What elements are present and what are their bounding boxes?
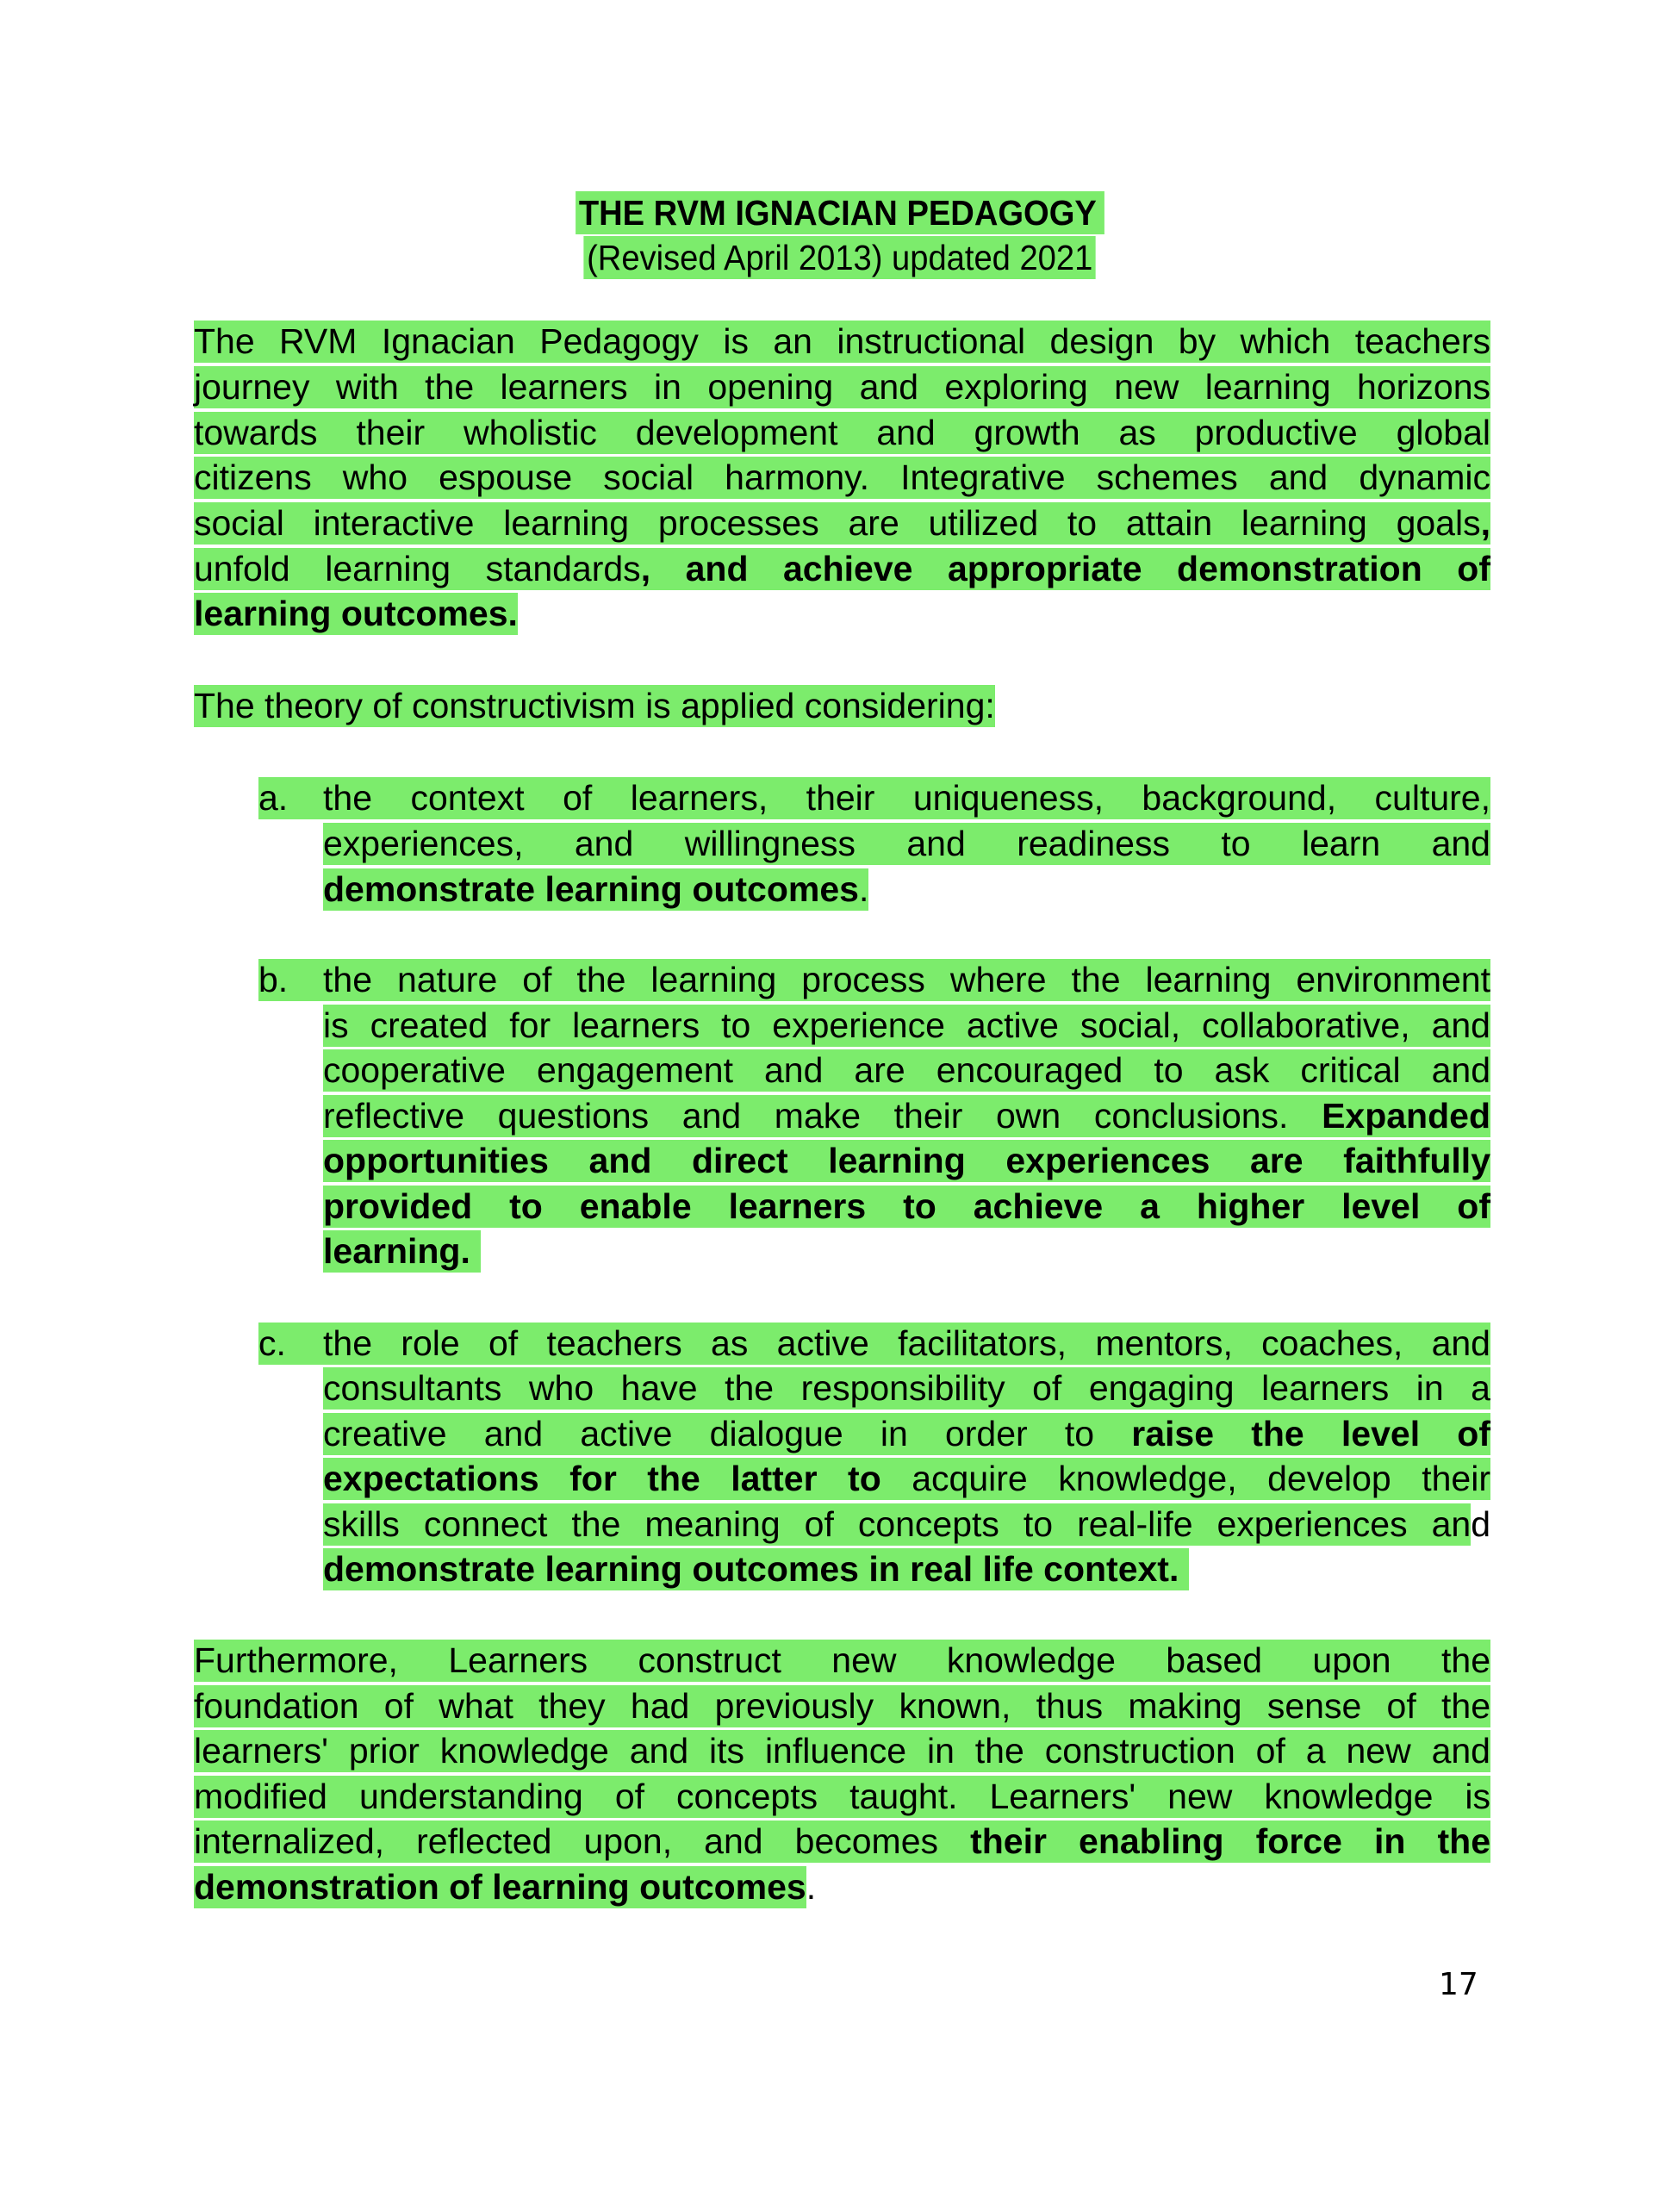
list-item-line: reflective questions and make their own conclusions. Expanded <box>323 1096 1490 1136</box>
paragraph-line: Furthermore, Learners construct new knowledge based upon the <box>194 1640 1490 1680</box>
list-item-line: expectations for the latter to acquire knowledge, develop their <box>323 1459 1490 1498</box>
list-item-line: experiences, and willingness and readiness to learn and <box>323 824 1490 863</box>
list-marker: b. <box>258 960 289 999</box>
paragraph-line: demonstration of learning outcomes. <box>194 1867 817 1907</box>
list-item-line: demonstrate learning outcomes in real life context. <box>323 1548 1189 1590</box>
list-item-line: provided to enable learners to achieve a higher level of <box>323 1186 1490 1226</box>
list-marker: a. <box>258 778 289 818</box>
document-title: THE RVM IGNACIAN PEDAGOGY <box>576 191 1104 234</box>
document-subtitle: (Revised April 2013) updated 2021 <box>584 236 1097 279</box>
paragraph-line: internalized, reflected upon, and becomes their enabling force in the <box>194 1821 1491 1861</box>
list-item-line: c. the role of teachers as active facilitators, mentors, coaches, and <box>258 1323 1490 1363</box>
list-item-line: opportunities and direct learning experiences are faithfully <box>323 1141 1490 1180</box>
list-marker: c. <box>258 1323 286 1363</box>
paragraph-line: unfold learning standards, and achieve appropriate demonstration of <box>194 549 1490 588</box>
list-item-line: demonstrate learning outcomes. <box>323 869 869 909</box>
list-item-line: skills connect the meaning of concepts to real-life experiences an d <box>323 1504 1490 1544</box>
paragraph-line: citizens who espouse social harmony. Integrative schemes and dynamic <box>194 457 1490 497</box>
paragraph-line: towards their wholistic development and growth as productive global <box>194 413 1490 452</box>
list-item-line: a. the context of learners, their uniqueness, background, culture, <box>258 778 1490 818</box>
list-item-line: is created for learners to experience active social, collaborative, and <box>323 1005 1490 1045</box>
paragraph-line: modified understanding of concepts taught. Learners' new knowledge is <box>194 1777 1490 1816</box>
paragraph-line: foundation of what they had previously known, thus making sense of the <box>194 1686 1490 1726</box>
title-block <box>0 191 1680 279</box>
paragraph-line: learners' prior knowledge and its influence in the construction of a new and <box>194 1731 1490 1771</box>
list-item-line: creative and active dialogue in order to raise the level of <box>323 1414 1490 1453</box>
paragraph-line: social interactive learning processes are utilized to attain learning goals, <box>194 503 1490 543</box>
unhighlighted-char: d <box>1471 1504 1490 1544</box>
paragraph-line: journey with the learners in opening and exploring new learning horizons <box>194 367 1490 407</box>
list-item-line: learning. <box>323 1230 481 1273</box>
list-item-line: cooperative engagement and are encouraged to ask critical and <box>323 1050 1490 1090</box>
list-item-line: b. the nature of the learning process where the learning environment <box>258 960 1490 999</box>
list-item-line: consultants who have the responsibility of engaging learners in a <box>323 1368 1490 1408</box>
paragraph-line: The RVM Ignacian Pedagogy is an instructional design by which teachers <box>194 321 1490 361</box>
page-number: 17 <box>1439 1967 1478 2002</box>
constructivism-intro: The theory of constructivism is applied considering: <box>194 686 995 725</box>
paragraph-line: learning outcomes. <box>194 594 518 633</box>
